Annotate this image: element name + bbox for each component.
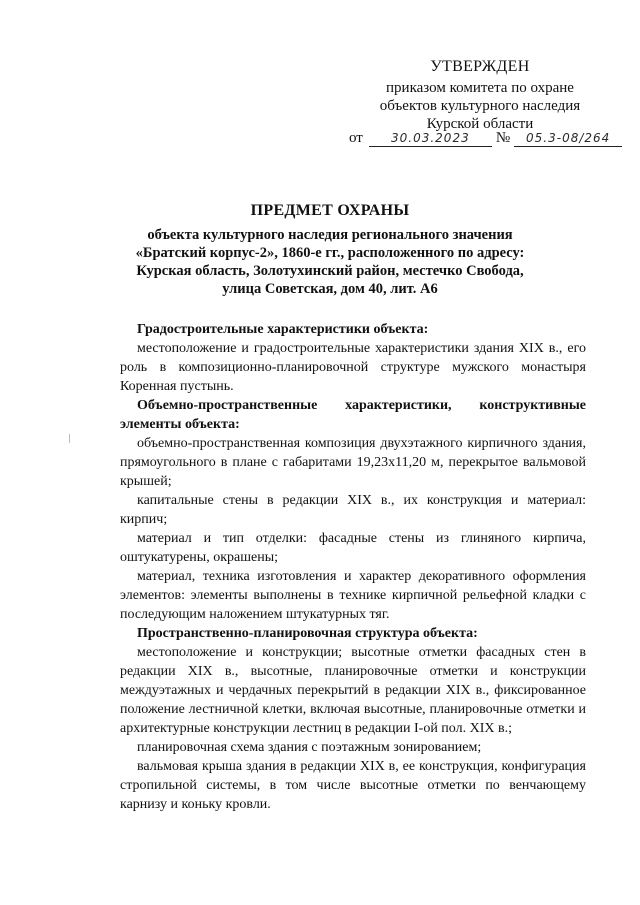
heading-line-2: «Братский корпус-2», 1860-е гг., расположенного по адресу:	[135, 245, 525, 261]
approval-block	[340, 58, 620, 133]
volume-paragraph-3: материал и тип отделки: фасадные стены из глиняного кирпича, оштукатурены, окрашены;	[120, 531, 586, 565]
approval-line-2: объектов культурного наследия	[379, 98, 581, 114]
space-paragraph-3: вальмовая крыша здания в редакции XIX в, ее конструкция, конфигурация стропильной системы, в том числе высотные отметки по венчающему карнизу и коньку кровли.	[120, 759, 586, 812]
space-paragraph-1: местоположение и конструкции; высотные отметки фасадных стен в редакции XIX в., высотные, планировочные отметки и конструкции междуэтажных и чердачных перекрытий в редакции XIX в., фиксированное положение лестничной клетки, включая высотные, планировочные отметки и архитектурные конструкции лестниц в редакции I-ой пол. XIX в.;	[120, 645, 586, 736]
number-label: №	[495, 130, 511, 146]
heading-line-4: улица Советская, дом 40, лит. А6	[222, 281, 438, 297]
margin-mark	[69, 434, 70, 443]
volume-paragraph-1: объемно-пространственная композиция двухэтажного кирпичного здания, прямоугольного в плане с габаритами 19,23х11,20 м, перекрытое вальмовой крышей;	[120, 436, 586, 489]
handwritten-date: 30.03.2023	[369, 131, 492, 147]
section-text-urban: местоположение и градостроительные характеристики здания XIX в., его роль в композиционно-планировочной структуре мужского монастыря Коренная пустынь.	[120, 341, 586, 394]
approval-line-3: Курской области	[426, 116, 534, 132]
document-heading	[90, 202, 570, 298]
approval-date-row	[349, 130, 634, 147]
space-paragraph-2: планировочная схема здания с поэтажным зонированием;	[137, 740, 482, 755]
approval-title: УТВЕРЖДЕН	[430, 58, 530, 75]
document-body	[120, 320, 586, 814]
document-title: ПРЕДМЕТ ОХРАНЫ	[250, 202, 410, 219]
heading-line-1: объекта культурного наследия регионального значения	[147, 227, 513, 243]
volume-paragraph-4: материал, техника изготовления и характер декоративного оформления элементов: элементы выполнены в технике кирпичной рельефной кладки с последующим наложением штукатурных тяг.	[120, 569, 586, 622]
from-label: от	[349, 130, 363, 146]
section-title-urban: Градостроительные характеристики объекта:	[137, 322, 429, 337]
section-title-space: Пространственно-планировочная структура объекта:	[137, 626, 478, 641]
section-title-volume: Объемно-пространственные характеристики, конструктивные элементы объекта:	[120, 398, 586, 432]
heading-line-3: Курская область, Золотухинский район, местечко Свобода,	[136, 263, 524, 279]
volume-paragraph-2: капитальные стены в редакции XIX в., их конструкция и материал: кирпич;	[120, 493, 586, 527]
handwritten-number: 05.3-08/264	[514, 131, 622, 147]
approval-line-1: приказом комитета по охране	[386, 80, 574, 96]
